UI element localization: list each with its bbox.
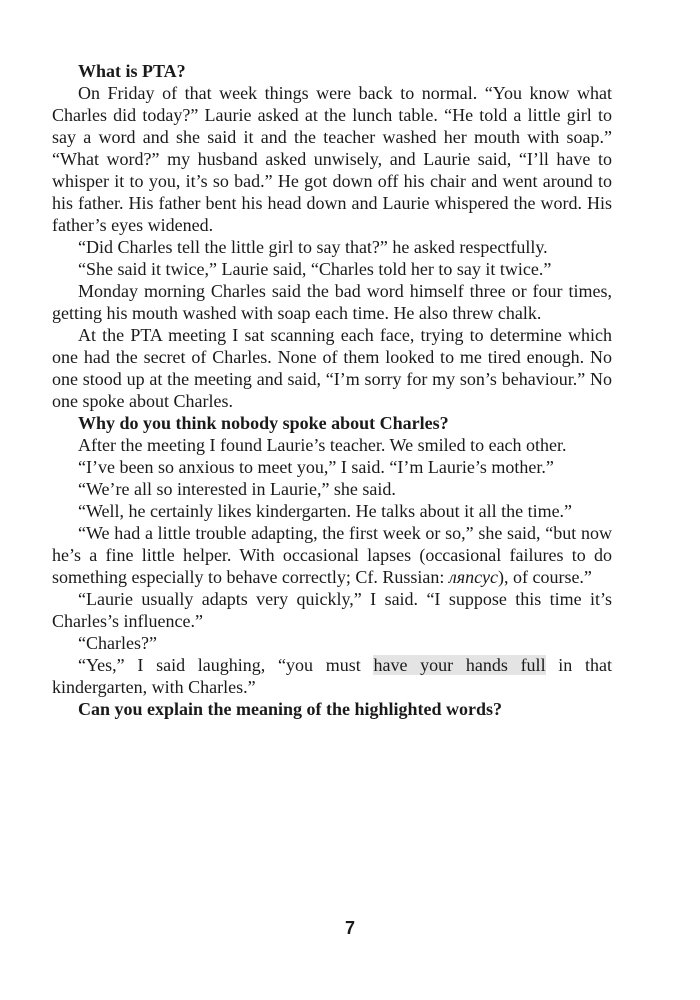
page-body bbox=[52, 60, 612, 720]
paragraph: At the PTA meeting I sat scanning each face, trying to determine which one had the secret of Charles. None of them looked to me tired enough. No one stood up at the meeting and said, “I’m sorry for my son’s behaviour.” No one spoke about Charles. bbox=[52, 325, 612, 411]
paragraph: “Did Charles tell the little girl to say that?” he asked respectfully. bbox=[78, 237, 548, 257]
russian-word: ляпсус bbox=[448, 567, 498, 587]
paragraph: “She said it twice,” Laurie said, “Charles told her to say it twice.” bbox=[78, 259, 552, 279]
paragraph bbox=[52, 654, 612, 698]
paragraph-text: in that kindergarten, with Charles.” bbox=[52, 655, 613, 697]
paragraph-text: “Yes,” I said laughing, “you must bbox=[78, 655, 374, 675]
paragraph bbox=[52, 522, 612, 588]
paragraph: After the meeting I found Laurie’s teacher. We smiled to each other. bbox=[78, 435, 567, 455]
question-explain: Can you explain the meaning of the highlighted words? bbox=[78, 699, 503, 719]
paragraph: “We’re all so interested in Laurie,” she said. bbox=[78, 479, 396, 499]
paragraph: “Laurie usually adapts very quickly,” I said. “I suppose this time it’s Charles’s influence.” bbox=[52, 589, 612, 631]
paragraph: Monday morning Charles said the bad word himself three or four times, getting his mouth washed with soap each time. He also threw chalk. bbox=[52, 281, 612, 323]
paragraph: “I’ve been so anxious to meet you,” I said. “I’m Laurie’s mother.” bbox=[78, 457, 554, 477]
paragraph-text: ), of course.” bbox=[497, 567, 592, 587]
paragraph: On Friday of that week things were back to normal. “You know what Charles did today?” Laurie asked at the lunch table. “He told a little girl to say a word and she said it and the teacher washed her mouth with soap.” “What word?” my husband asked unwisely, and Laurie said, “I’ll have to whisper it to you, it’s so bad.” He got down off his chair and went around to his father. His father bent his head down and Laurie whispered the word. His father’s eyes widened. bbox=[52, 83, 612, 235]
paragraph-text: “We had a little trouble adapting, the first week or so,” she said, “but now he’s a fine little helper. With occasional lapses (occasional failures to do something especially to behave correctly; Cf. Russian: bbox=[52, 523, 612, 587]
highlighted-phrase: have your hands full bbox=[373, 655, 546, 675]
question-why: Why do you think nobody spoke about Charles? bbox=[78, 413, 449, 433]
paragraph: “Well, he certainly likes kindergarten. He talks about it all the time.” bbox=[78, 501, 573, 521]
page-number: 7 bbox=[344, 918, 355, 938]
paragraph: “Charles?” bbox=[78, 633, 157, 653]
question-pta: What is PTA? bbox=[78, 61, 186, 81]
